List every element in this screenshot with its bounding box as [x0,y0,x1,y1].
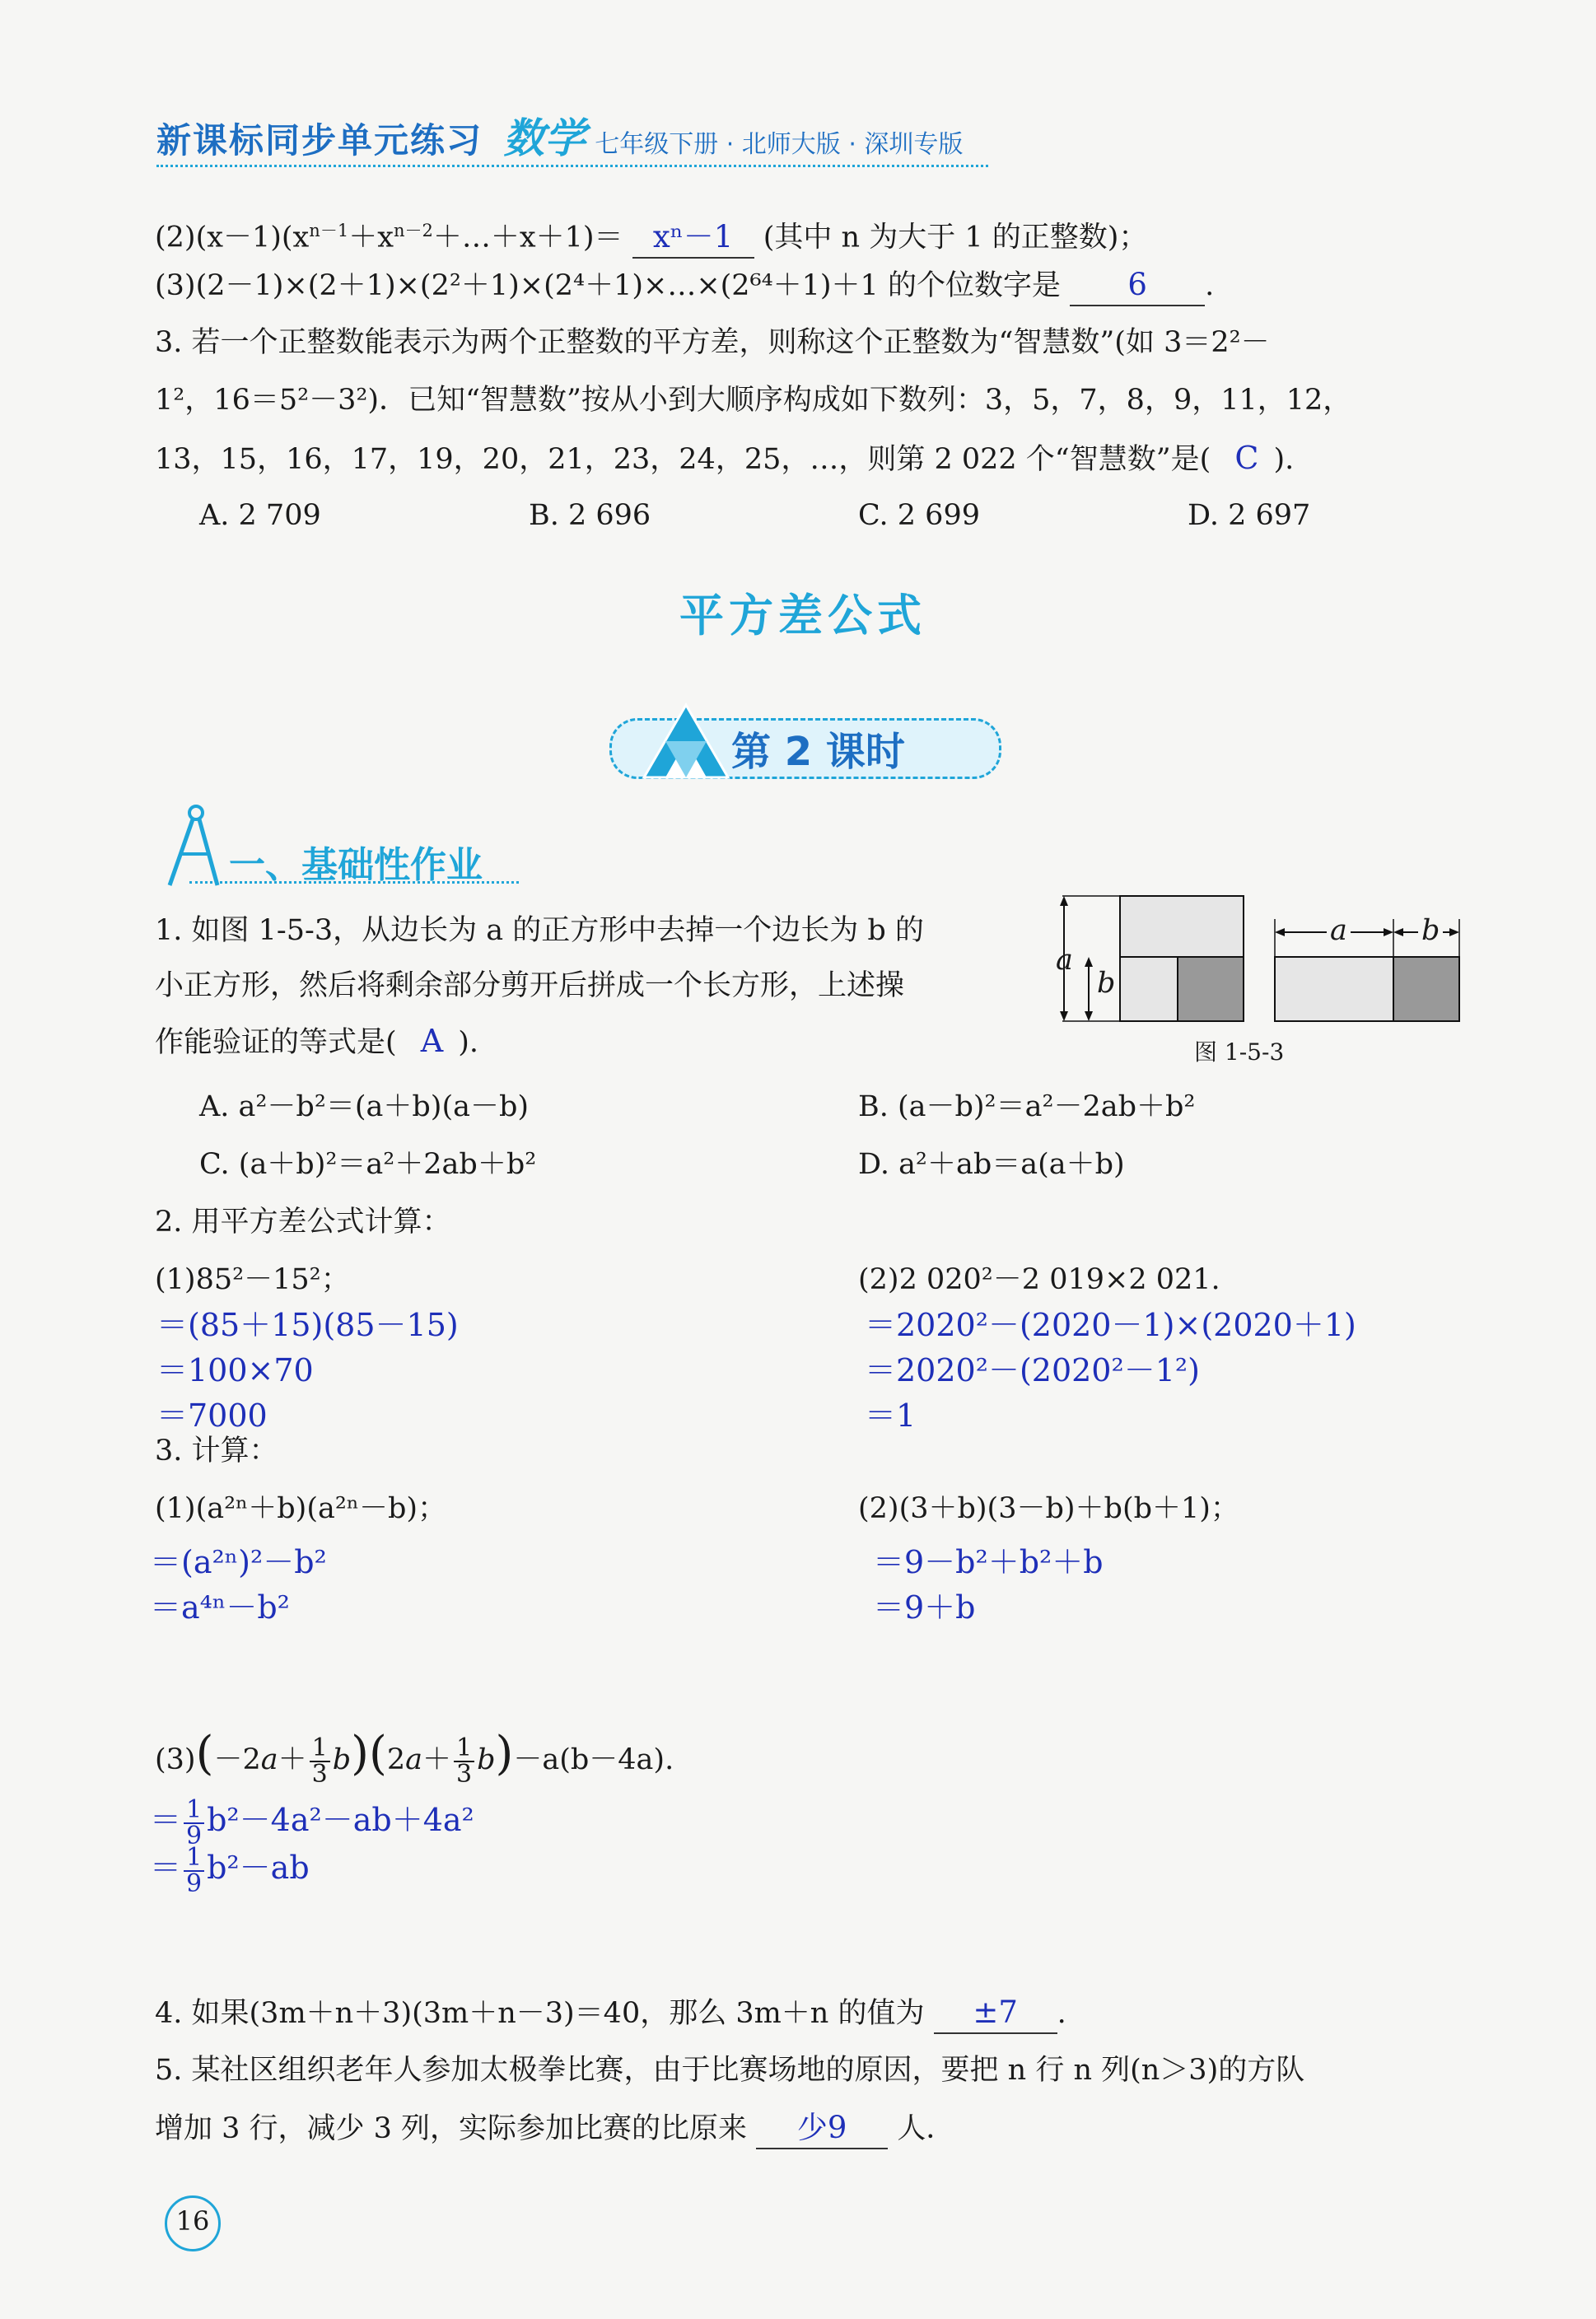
q3-title: 3. 计算： [155,1435,278,1467]
section-title: 平方差公式 [679,590,926,642]
q1-option-c: C. (a＋b)²＝a²＋2ab＋b² [199,1148,537,1181]
header-title: 新课标同步单元练习 [156,120,483,161]
q5-line2: 增加 3 行，减少 3 列，实际参加比赛的比原来 少9 人． [155,2108,954,2149]
figure-label-b-left: b [1097,967,1116,1000]
q3-part3: (3)(－2a＋ $\frac{1}{3}$ b)(2a＋ $\frac{1}{3}$ b)－a(b－4a). [155,1727,674,1789]
header [156,105,988,163]
answer-blank: 6 [1070,265,1205,306]
q2-title: 2. 用平方差公式计算： [155,1206,451,1239]
homework-underline [189,881,519,884]
compass-icon [155,803,229,894]
q3-part2-step2: ＝9＋b [873,1589,976,1626]
triangle-icon [641,702,731,781]
q1-line3: 作能验证的等式是( A ). [155,1023,479,1059]
q2-part2: (2)2 020²－2 019×2 021. [858,1263,1220,1296]
fraction-one-third: $\frac{1}{3}$ [310,1736,330,1787]
q1-option-a: A. a²－b²＝(a＋b)(a－b) [199,1090,530,1123]
q3-part1: (1)(a²ⁿ＋b)(a²ⁿ－b)； [155,1492,447,1525]
page-number: 16 [175,2205,210,2237]
q3-part2: (2)(3＋b)(3－b)＋b(b＋1)； [858,1492,1239,1525]
q2-part2-step2: ＝2020²－(2020²－1²) [865,1352,1200,1388]
q2-part1-step2: ＝100×70 [156,1352,314,1388]
prev-q3-line3: 13，15，16，17，19，20，21，23，24，25，…，则第 2 022 个“智慧数”是( C ). [155,440,1295,476]
q1-line1: 1. 如图 1-5-3，从边长为 a 的正方形中去掉一个边长为 b 的 [155,914,924,947]
q2-part1-step1: ＝(85＋15)(85－15) [156,1307,459,1343]
q3-part1-step1: ＝(a²ⁿ)²－b² [150,1544,327,1580]
q1-option-d: D. a²＋ab＝a(a＋b) [858,1148,1125,1181]
header-divider [156,165,988,167]
q1-line2: 小正方形，然后将剩余部分剪开后拼成一个长方形，上述操 [155,969,905,1002]
q3-part3-step1: ＝ $\frac{1}{9}$ b²－4a²－ab＋4a² [150,1794,474,1850]
prev-q3-line1: 3. 若一个正整数能表示为两个正整数的平方差，则称这个正整数为“智慧数”(如 3＝2²－ [155,326,1270,359]
q3-part2-step1: ＝9－b²＋b²＋b [873,1544,1104,1580]
prev-q2-2: $(2)(x-1)(x^{n-1}+x^{n-2}+\dots+x+1)= x^n-1$ (其中 n 为大于 1 的正整数)； [155,211,1147,259]
prev-q3-line2: 1²，16＝5²－3²)．已知“智慧数”按从小到大顺序构成如下数列：3，5，7，8，9，11，12， [155,384,1352,417]
q3-part3-step2: ＝ $\frac{1}{9}$ b²－ab [150,1842,310,1898]
q2-part2-step1: ＝2020²－(2020－1)×(2020＋1) [865,1307,1356,1343]
q4: 4. 如果(3m＋n＋3)(3m＋n－3)＝40，那么 3m＋n 的值为 ±7 . [155,1993,1066,2034]
lesson-title: 第 2 课时 [731,729,905,775]
answer-blank: xⁿ－1 [632,217,754,259]
homework-title: 一、基础性作业 [229,844,483,886]
figure-label-b-right: b [1418,911,1443,950]
figure-caption: 图 1-5-3 [1194,1038,1285,1066]
header-subtitle: 七年级下册 · 北师大版 · 深圳专版 [595,130,964,159]
figure-label-a-left: a [1056,944,1073,977]
q2-part1-step3: ＝7000 [156,1397,268,1434]
prev-q3-option-b: B. 2 696 [529,499,651,532]
answer-blank: 少9 [756,2108,888,2149]
fraction-one-ninth: $\frac{1}{9}$ [184,1798,204,1849]
q5-line1: 5. 某社区组织老年人参加太极拳比赛，由于比赛场地的原因，要把 n 行 n 列(n＞3)的方队 [155,2054,1305,2087]
prev-q3-option-c: C. 2 699 [858,499,980,532]
header-subject: 数学 [503,114,586,162]
fraction-one-ninth: $\frac{1}{9}$ [184,1845,204,1897]
answer-blank: ±7 [934,1993,1057,2034]
prev-q3-option-d: D. 2 697 [1188,499,1311,532]
prev-q2-3: (3)(2－1)×(2＋1)×(2²＋1)×(2⁴＋1)×…×(2⁶⁴＋1)＋1 的个位数字是 6 . [155,265,1214,306]
figure-label-a-right: a [1327,911,1351,950]
q3-part1-step2: ＝a⁴ⁿ－b² [150,1589,290,1626]
q1-option-b: B. (a－b)²＝a²－2ab＋b² [858,1090,1196,1123]
prev-q3-option-a: A. 2 709 [199,499,321,532]
answer-choice: A [420,1023,444,1059]
q2-part2-step3: ＝1 [865,1397,917,1434]
q2-part1: (1)85²－15²； [155,1263,350,1296]
fraction-one-third: $\frac{1}{3}$ [454,1736,474,1787]
answer-choice: C [1234,440,1259,476]
